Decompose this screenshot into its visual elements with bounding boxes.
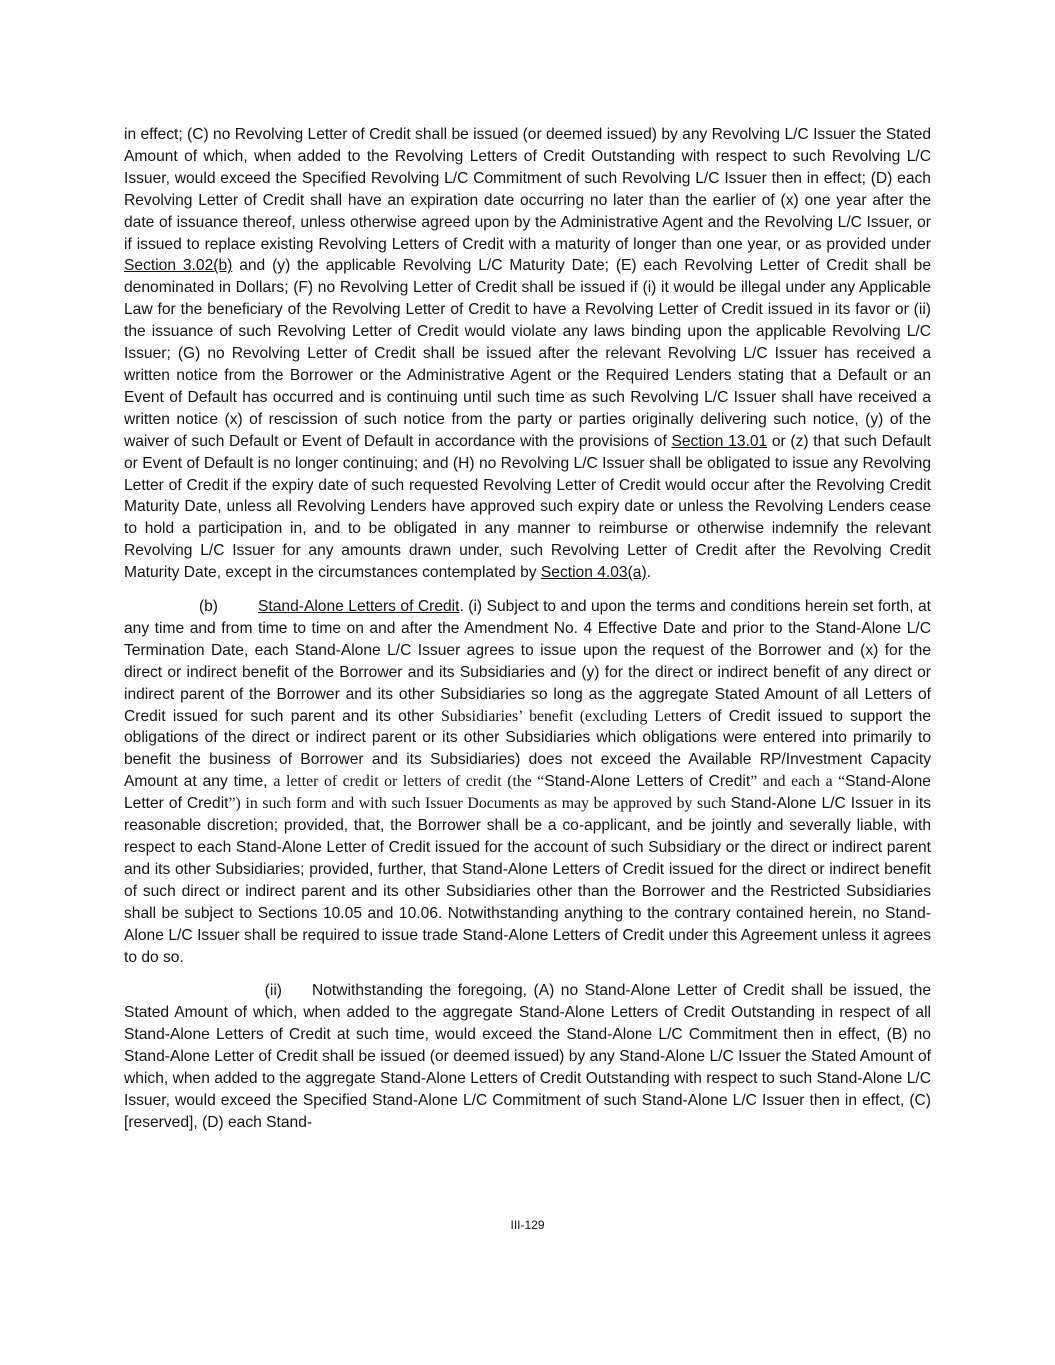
paragraph-revolving-conditions xyxy=(124,124,931,584)
cross-reference-section-13-01: Section 13.01 xyxy=(671,432,768,450)
text-run: in effect; (C) no Revolving Letter of Credit shall be issued (or deemed issued) by any Revolving L/C Issuer the Stated Amount of which, when added to the Revolving Letters of Credit Outstanding with respect to such Revolving L/C Issuer, would exceed the Specified Revolving L/C Commitment of such Revolving L/C Issuer then in effect; (D) each Revolving Letter of Credit shall have an expiration date occurring no later than the earlier of (x) one year after the date of issuance thereof, unless otherwise agreed upon by the Administrative Agent and the Revolving L/C Issuer, or if issued to replace existing Revolving Letters of Credit with a maturity of longer than one year, or as provided under xyxy=(124,126,931,253)
defined-term-stand-alone-letters: Stand-Alone Letters of Credit xyxy=(544,773,751,791)
text-run: Notwithstanding the foregoing, (A) no Stand-Alone Letter of Credit shall be issued, the Stated Amount of which, when added to the aggregate Stand-Alone Letters of Credit Outstanding in respect of all Stand-Alone Letters of Credit at such time, would exceed the Stand-Alone L/C Commitment then in effect, (B) no Stand-Alone Letter of Credit shall be issued (or deemed issued) by any Stand-Alone L/C Issuer the Stated Amount of which, when added to the aggregate Stand-Alone Letters of Credit Outstanding with respect to such Stand-Alone L/C Issuer, would exceed the Specified Stand-Alone L/C Commitment of such Stand-Alone L/C Issuer then in effect, (C) [reserved], (D) each Stand- xyxy=(124,982,931,1131)
text-run-serif: ”) in such form and with such Issuer Documents as may be approved by such xyxy=(228,795,731,813)
text-run-serif: ” and each a “ xyxy=(750,773,846,791)
text-run: Stand-Alone L/C Issuer in its reasonable discretion; provided, that, the Borrower shall be a co-applicant, and be jointly and severally liable, with respect to each Stand-Alone Letter of Credit issued for the account of such Subsidiary or the direct or indirect parent and its other Subsidiaries; provided, further, that Stand-Alone Letters of Credit issued for the direct or indirect benefit of such direct or indirect parent and its other Subsidiaries other than the Borrower and the Restricted Subsidiaries shall be subject to Sections 10.05 and 10.06. Notwithstanding anything to the contrary contained herein, no Stand-Alone L/C Issuer shall be required to issue trade Stand-Alone Letters of Credit under this Agreement unless it agrees to do so. xyxy=(124,795,931,966)
paragraph-indent xyxy=(124,980,312,1002)
text-run: ers of Credit issued to support the obligations of the direct or indirect parent or its other Subsidiaries which obligations were entered into primarily to benefit the business of Borrower and its Subsidiaries) does not exceed the Available RP/Investment Capacity Amount at any time, xyxy=(124,707,932,791)
section-heading-stand-alone-letters: Stand-Alone Letters of Credit xyxy=(258,598,460,616)
text-run: and (y) the applicable Revolving L/C Maturity Date; (E) each Revolving Letter of Credit shall be denominated in Dollars; (F) no Revolving Letter of Credit shall be issued if (i) it would be illegal under any Applicable Law for the beneficiary of the Revolving Letter of Credit to have a Revolving Letter of Credit issued in its favor or (ii) the issuance of such Revolving Letter of Credit would violate any laws binding upon the applicable Revolving L/C Issuer; (G) no Revolving Letter of Credit shall be issued after the relevant Revolving L/C Issuer has received a written notice from the Borrower or the Administrative Agent or the Required Lenders stating that a Default or an Event of Default has occurred and is continuing until such time as such Revolving L/C Issuer shall have received a written notice (x) of rescission of such notice from the party or parties originally delivering such notice, (y) of the waiver of such Default or Event of Default in accordance with the provisions of xyxy=(124,257,931,450)
page-number: III-129 xyxy=(510,1218,545,1232)
paragraph-notwithstanding xyxy=(124,980,931,1133)
paragraph-marker-ii: (ii) xyxy=(264,982,282,1000)
text-run-serif: Subsidiaries’ benefit (excluding Lett xyxy=(440,707,680,725)
paragraph-indent xyxy=(124,596,258,618)
paragraph-stand-alone-letters xyxy=(124,596,931,968)
text-run-serif: a letter of credit or letters of credit (the “ xyxy=(273,773,545,791)
text-run: or (z) that such Default or Event of Default is no longer continuing; and (H) no Revolving L/C Issuer shall be obligated to issue any Revolving Letter of Credit if the expiry date of such requested Revolving Letter of Credit would occur after the Revolving Credit Maturity Date, unless all Revolving Lenders have approved such expiry date or unless the Revolving Lenders cease to hold a participation in, and to be obligated in any manner to reimburse or otherwise indemnify the relevant Revolving L/C Issuer for any amounts drawn under, such Revolving Letter of Credit after the Revolving Credit Maturity Date, except in the circumstances contemplated by xyxy=(124,432,931,582)
text-run: . xyxy=(646,564,651,582)
text-run: . (i) Subject to and upon the terms and conditions herein set forth, at any time and from time to time on and after the Amendment No. 4 Effective Date and prior to the Stand-Alone L/C Termination Date, each Stand-Alone L/C Issuer agrees to issue upon the request of the Borrower and (x) for the direct or indirect benefit of the Borrower and its Subsidiaries and (y) for the direct or indirect benefit of any direct or indirect parent of the Borrower and its other Subsidiaries so long as the aggregate Stated Amount of all Letters of Credit issued for such parent and its other xyxy=(124,598,931,725)
defined-term-stand-alone-letter: Stand-Alone Letter of Credit xyxy=(124,773,931,813)
cross-reference-section-4-03a: Section 4.03(a) xyxy=(540,564,647,582)
cross-reference-section-3-02b: Section 3.02(b) xyxy=(124,257,233,275)
paragraph-marker-b: (b) xyxy=(198,598,218,616)
document-body xyxy=(124,124,931,1134)
